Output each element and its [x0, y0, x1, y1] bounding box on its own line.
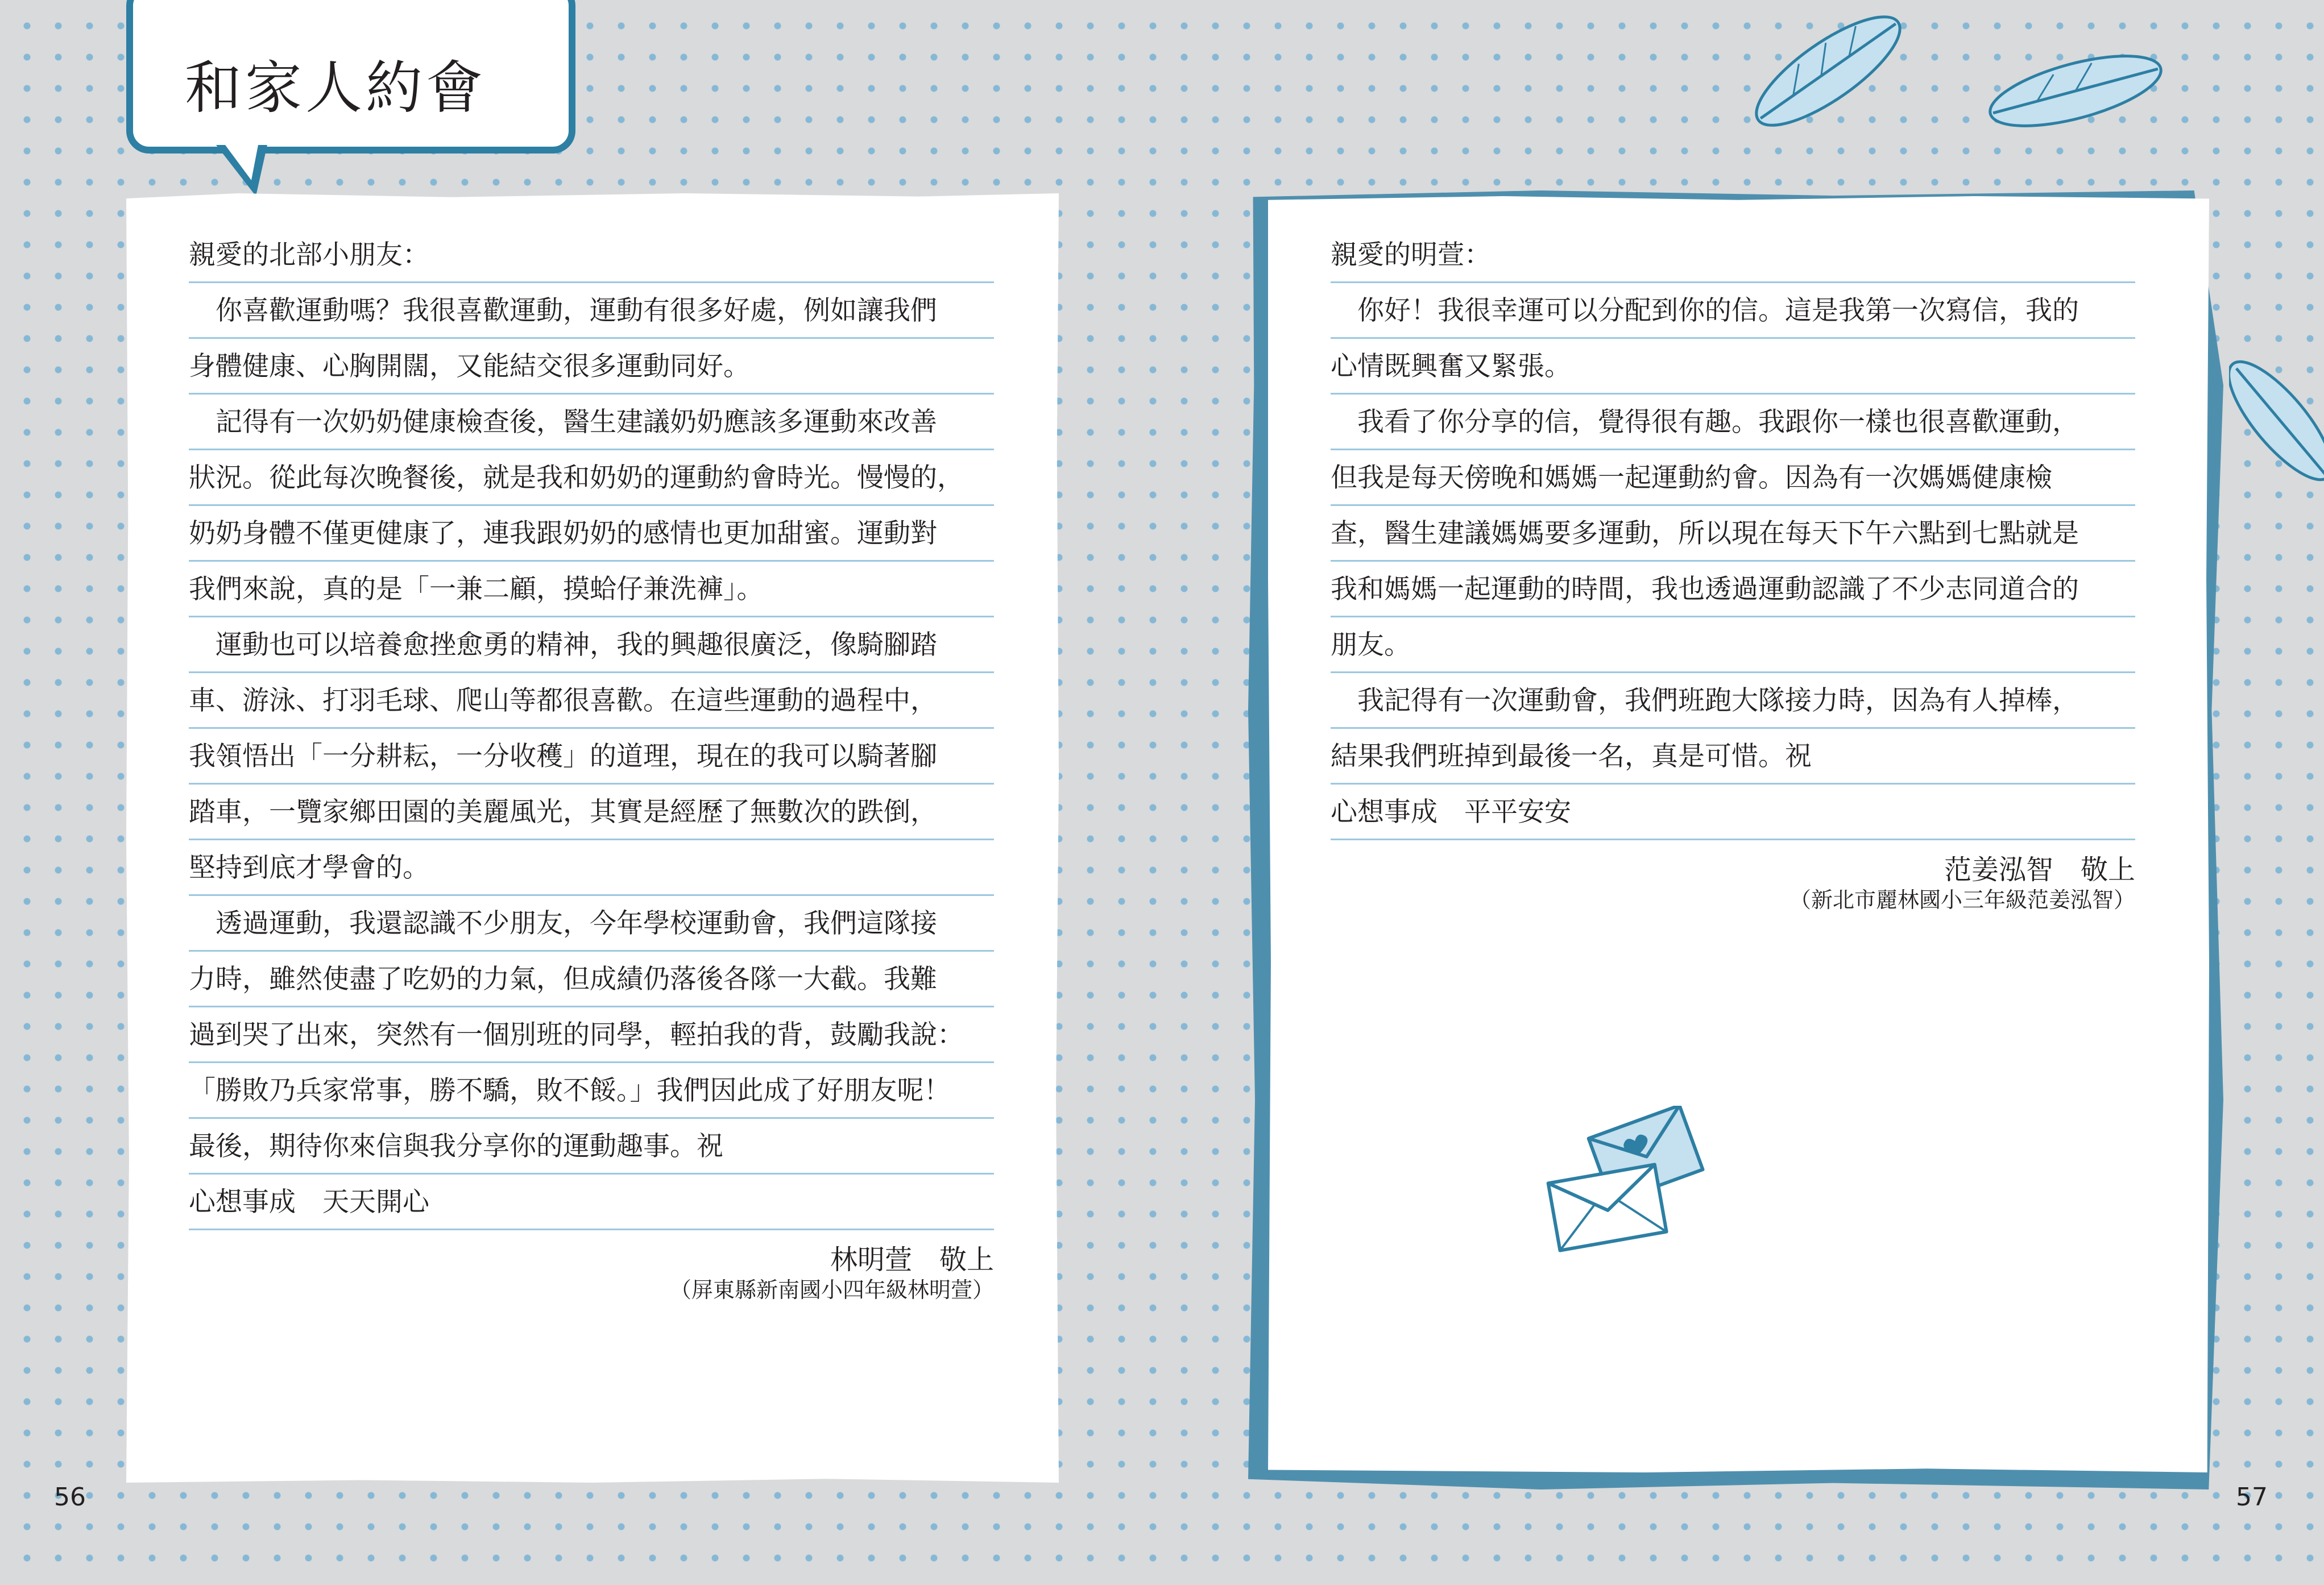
letter-line: 但我是每天傍晚和媽媽一起運動約會。因為有一次媽媽健康檢 [1331, 450, 2135, 506]
letter-line: 車、游泳、打羽毛球、爬山等都很喜歡。在這些運動的過程中， [189, 673, 994, 729]
letter-line: 奶奶身體不僅更健康了，連我跟奶奶的感情也更加甜蜜。運動對 [189, 506, 994, 562]
envelope-icon [1541, 1106, 1712, 1254]
letter-line: 親愛的明萱： [1331, 227, 2135, 283]
letter-line: 心情既興奮又緊張。 [1331, 339, 2135, 395]
letter-line: 你喜歡運動嗎？我很喜歡運動，運動有很多好處，例如讓我們 [189, 283, 994, 339]
letter-line: 身體健康、心胸開闊，又能結交很多運動同好。 [189, 339, 994, 395]
feather-icon [1979, 34, 2172, 148]
letter-line: 心想事成 平平安安 [1331, 785, 2135, 840]
page-number-left: 56 [54, 1483, 86, 1512]
letter-line: 我領悟出「一分耕耘，一分收穫」的道理，現在的我可以騎著腳 [189, 729, 994, 785]
letter-line: 過到哭了出來，突然有一個別班的同學，輕拍我的背，鼓勵我說： [189, 1007, 994, 1063]
letter-line: 結果我們班掉到最後一名，真是可惜。祝 [1331, 729, 2135, 785]
letter-line: 記得有一次奶奶健康檢查後，醫生建議奶奶應該多運動來改善 [189, 395, 994, 450]
letter-line: 最後，期待你來信與我分享你的運動趣事。祝 [189, 1119, 994, 1175]
letter-line: 我們來說，真的是「一兼二顧，摸蛤仔兼洗褲」。 [189, 562, 994, 617]
letter-line: 心想事成 天天開心 [189, 1175, 994, 1230]
letter-body [1331, 227, 2135, 840]
letter-line: 朋友。 [1331, 617, 2135, 673]
letter-line: 狀況。從此每次晚餐後，就是我和奶奶的運動約會時光。慢慢的， [189, 450, 994, 506]
letter-body [189, 227, 994, 1230]
letter-line: 堅持到底才學會的。 [189, 840, 994, 896]
feather-icon [2229, 341, 2324, 500]
signature-note: （新北市麗林國小三年級范姜泓智） [1789, 887, 2135, 912]
feather-icon [1734, 6, 1922, 136]
letter-line: 踏車，一覽家鄉田園的美麗風光，其實是經歷了無數次的跌倒， [189, 785, 994, 840]
page-title: 和家人約會 [185, 55, 486, 121]
letter-right [1331, 227, 2135, 913]
letter-line: 我記得有一次運動會，我們班跑大隊接力時，因為有人掉棒， [1331, 673, 2135, 729]
letter-line: 我看了你分享的信，覺得很有趣。我跟你一樣也很喜歡運動， [1331, 395, 2135, 450]
letter-left [189, 227, 994, 1303]
signature: 林明萱 敬上 [830, 1244, 994, 1276]
letter-line: 查，醫生建議媽媽要多運動，所以現在每天下午六點到七點就是 [1331, 506, 2135, 562]
letter-line: 親愛的北部小朋友： [189, 227, 994, 283]
page-number-right: 57 [2236, 1483, 2268, 1512]
letter-line: 「勝敗乃兵家常事，勝不驕，敗不餒。」我們因此成了好朋友呢！ [189, 1063, 994, 1119]
signature-note: （屏東縣新南國小四年級林明萱） [669, 1277, 994, 1302]
letter-line: 你好！我很幸運可以分配到你的信。這是我第一次寫信，我的 [1331, 283, 2135, 339]
letter-line: 運動也可以培養愈挫愈勇的精神，我的興趣很廣泛，像騎腳踏 [189, 617, 994, 673]
letter-line: 我和媽媽一起運動的時間，我也透過運動認識了不少志同道合的 [1331, 562, 2135, 617]
signature: 范姜泓智 敬上 [1944, 854, 2135, 886]
letter-line: 透過運動，我還認識不少朋友，今年學校運動會，我們這隊接 [189, 896, 994, 952]
letter-line: 力時，雖然使盡了吃奶的力氣，但成績仍落後各隊一大截。我難 [189, 952, 994, 1007]
